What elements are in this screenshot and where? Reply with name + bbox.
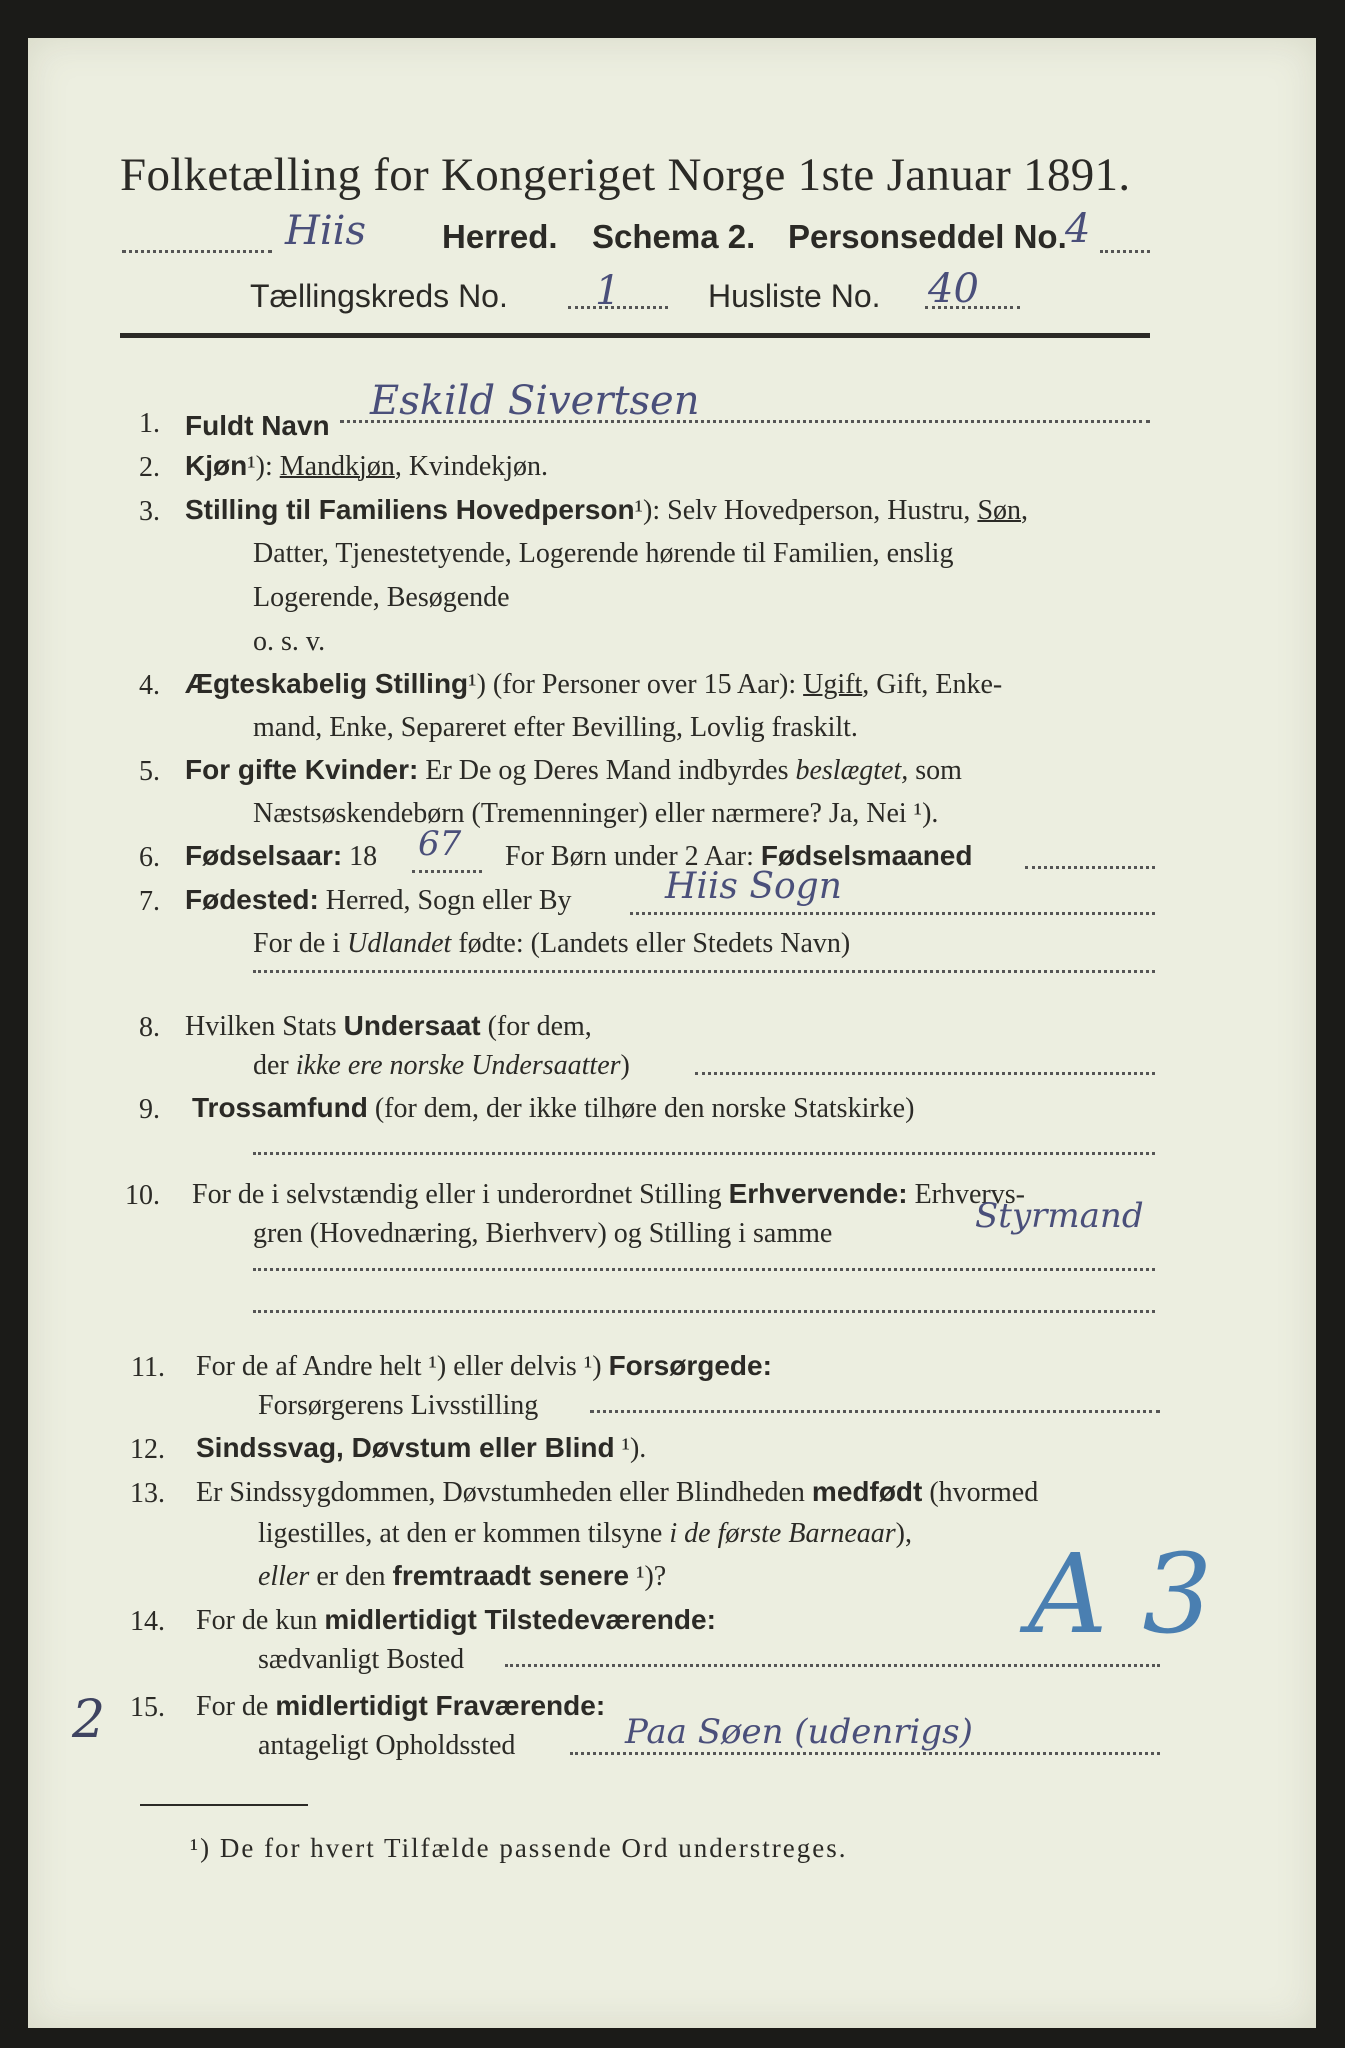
item-3-text-b: , [1021,495,1029,526]
item-5-italic: beslægtet, [795,755,909,786]
item-1-number: 1. [139,408,160,439]
item-13-number: 13. [130,1478,165,1509]
personseddel-dotted-line [1100,250,1150,253]
form-title: Folketælling for Kongeriget Norge 1ste Januar 1891. [120,149,1131,201]
item-15-line-2: antageligt Opholdssted [258,1730,516,1761]
item-5-text-b: som [908,755,962,786]
item-11-line-1 [196,1350,772,1383]
item-13-line-3 [258,1560,666,1593]
item-6-century: 18 [342,841,378,872]
header-rule [120,333,1150,338]
item-5-number: 5. [139,756,160,787]
item-7-line-2 [253,928,850,960]
item-6-value: 67 [418,824,462,864]
item-7-dotted-line [630,912,1155,915]
item-6-line [185,840,377,873]
item-13-label-b: fremtraadt senere [392,1560,630,1591]
item-11-label: Forsørgede: [608,1350,772,1381]
item-10-line-2: gren (Hovednæring, Bierhverv) og Stilling i samme [253,1218,833,1249]
kreds-value: 1 [595,268,621,314]
item-15-number: 15. [130,1692,165,1723]
item-6-label-b: Fødselsmaaned [760,840,973,871]
item-14-line-1 [196,1604,716,1637]
item-8-line-2 [253,1050,630,1082]
herred-dotted-line [122,250,272,253]
item-10-value: Styrmand [975,1196,1144,1236]
item-4-underlined-option: Ugift [803,669,863,700]
item-10-line-1 [192,1178,1025,1211]
item-2-sup: ¹): [247,451,280,482]
item-1-value: Eskild Sivertsen [370,378,700,424]
herred-label: Herred. [442,218,558,255]
item-3-line-1 [185,494,1028,527]
item-2-underlined-option: Mandkjøn [279,451,395,482]
item-13-text-a: Er Sindssygdommen, Døvstumheden eller Blindheden [196,1477,812,1508]
item-7-number: 7. [139,886,160,917]
item-3-underlined-option: Søn [977,495,1022,526]
item-2-text [185,450,548,483]
item-9-label: Trossamfund [192,1092,368,1123]
item-8-italic: ikke ere norske Undersaatter [295,1050,621,1081]
item-15-value: Paa Søen (udenrigs) [625,1712,973,1752]
item-4-text-b: , Gift, Enke- [862,669,1003,700]
husliste-label: Husliste No. [708,278,881,314]
item-15-text-a: For de [196,1691,276,1722]
item-5-line-2: Næstsøskendebørn (Tremenninger) eller nærmere? Ja, Nei ¹). [253,798,939,829]
item-13-italic-b: eller [258,1561,310,1592]
item-8-dotted-line [695,1072,1155,1075]
item-4-line-2: mand, Enke, Separeret efter Bevilling, Lovlig fraskilt. [253,712,858,743]
item-9-text: (for dem, der ikke tilhøre den norske Statskirke) [367,1093,915,1124]
item-3-line-4: o. s. v. [253,626,326,657]
item-12-label: Sindssvag, Døvstum eller Blind [196,1432,615,1463]
personseddel-label: Personseddel No. [788,218,1067,255]
schema-label: Schema 2. [592,218,756,255]
item-5-line-1 [185,754,962,787]
item-13-line-2 [258,1518,912,1550]
item-8-number: 8. [139,1012,160,1043]
item-11-line-2: Forsørgerens Livsstilling [258,1390,539,1421]
item-14-dotted-line [505,1664,1160,1667]
item-3-line-3: Logerende, Besøgende [253,582,510,613]
item-13-text-g: ¹)? [629,1561,667,1592]
item-4-number: 4. [139,670,160,701]
item-13-label: medfødt [811,1476,923,1507]
item-11-text-a: For de af Andre helt ¹) eller delvis ¹) [196,1351,609,1382]
item-12-line [196,1432,646,1465]
item-14-text-a: For de kun [196,1605,325,1636]
item-13-text-c: ligestilles, at den er kommen tilsyne [258,1518,670,1549]
item-9-line [192,1092,914,1125]
item-4-text-a: ¹) (for Personer over 15 Aar): [468,669,804,700]
husliste-value: 40 [928,266,979,312]
item-13-italic: i de første Barneaar [669,1518,896,1549]
item-15-label: midlertidigt Fraværende: [275,1690,606,1721]
item-10-text-b: Erhvervs- [907,1179,1025,1210]
archive-stamp: A 3 [1028,1530,1213,1658]
item-13-text-b: (hvormed [922,1477,1039,1508]
item-8-text-c: der [253,1050,296,1081]
footnote-rule [140,1804,308,1806]
item-6-label: Fødselsaar: [185,840,343,871]
item-3-line-2: Datter, Tjenestetyende, Logerende hørende til Familien, enslig [253,538,954,569]
item-8-text-b: (for dem, [480,1011,592,1042]
item-15-line-1 [196,1690,605,1723]
item-7-italic: Udlandet [347,928,452,959]
item-7-value: Hiis Sogn [665,866,842,907]
footnote: ¹) De for hvert Tilfælde passende Ord understreges. [190,1833,848,1863]
item-15-dotted-line [570,1752,1160,1755]
item-5-label: For gifte Kvinder: [185,754,419,785]
item-6-dotted-line [412,870,482,873]
item-9-dotted-line [253,1152,1155,1155]
item-7-text-c: fødte: (Landets eller Stedets Navn) [451,928,851,959]
item-3-text-a: ¹): Selv Hovedperson, Hustru, [634,495,978,526]
item-7-text-a: Herred, Sogn eller By [318,885,572,916]
item-1-label: Fuldt Navn [185,410,330,441]
item-12-text: ¹). [614,1433,647,1464]
item-8-label: Undersaat [343,1010,481,1041]
kreds-dotted-line [568,306,668,309]
item-3-number: 3. [139,496,160,527]
item-11-dotted-line [590,1410,1160,1413]
item-6-dotted-line-b [1025,866,1155,869]
husliste-dotted-line [925,306,1020,309]
item-10-dotted-line-a [253,1268,1155,1271]
item-14-label: midlertidigt Tilstedeværende: [324,1604,716,1635]
personseddel-value: 4 [1065,206,1091,252]
item-7-dotted-line-b [253,970,1155,973]
item-10-number: 10. [125,1180,160,1211]
item-7-line-1 [185,884,572,917]
item-13-line-1 [196,1476,1038,1509]
item-4-label: Ægteskabelig Stilling [185,668,469,699]
herred-value: Hiis [285,208,366,254]
item-13-text-f: er den [309,1561,393,1592]
item-6-text-b-span: For Børn under 2 Aar: [505,841,761,872]
item-3-label: Stilling til Familiens Hovedperson [185,494,635,525]
item-8-text-a: Hvilken Stats [185,1011,344,1042]
item-2-number: 2. [139,452,160,483]
item-8-line-1 [185,1010,592,1043]
margin-note: 2 [72,1690,106,1750]
item-5-text-a: Er De og Deres Mand indbyrdes [425,755,796,786]
item-11-number: 11. [131,1352,165,1383]
item-7-text-b: For de i [253,928,348,959]
item-13-text-d: ), [895,1518,912,1549]
item-4-line-1 [185,668,1002,701]
item-10-text-a: For de i selvstændig eller i underordnet Stilling [192,1179,729,1210]
item-9-number: 9. [139,1094,160,1125]
item-6-number: 6. [139,842,160,873]
item-7-label: Fødested: [185,884,319,915]
item-12-number: 12. [130,1434,165,1465]
item-10-label: Erhvervende: [728,1178,908,1209]
item-2-label: Kjøn [185,450,248,481]
kreds-label: Tællingskreds No. [250,278,508,314]
item-2-rest: , Kvindekjøn. [394,451,549,482]
item-14-line-2: sædvanligt Bosted [258,1644,465,1675]
item-14-number: 14. [130,1606,165,1637]
item-8-text-d: ) [620,1050,630,1081]
item-10-dotted-line-b [253,1310,1155,1313]
